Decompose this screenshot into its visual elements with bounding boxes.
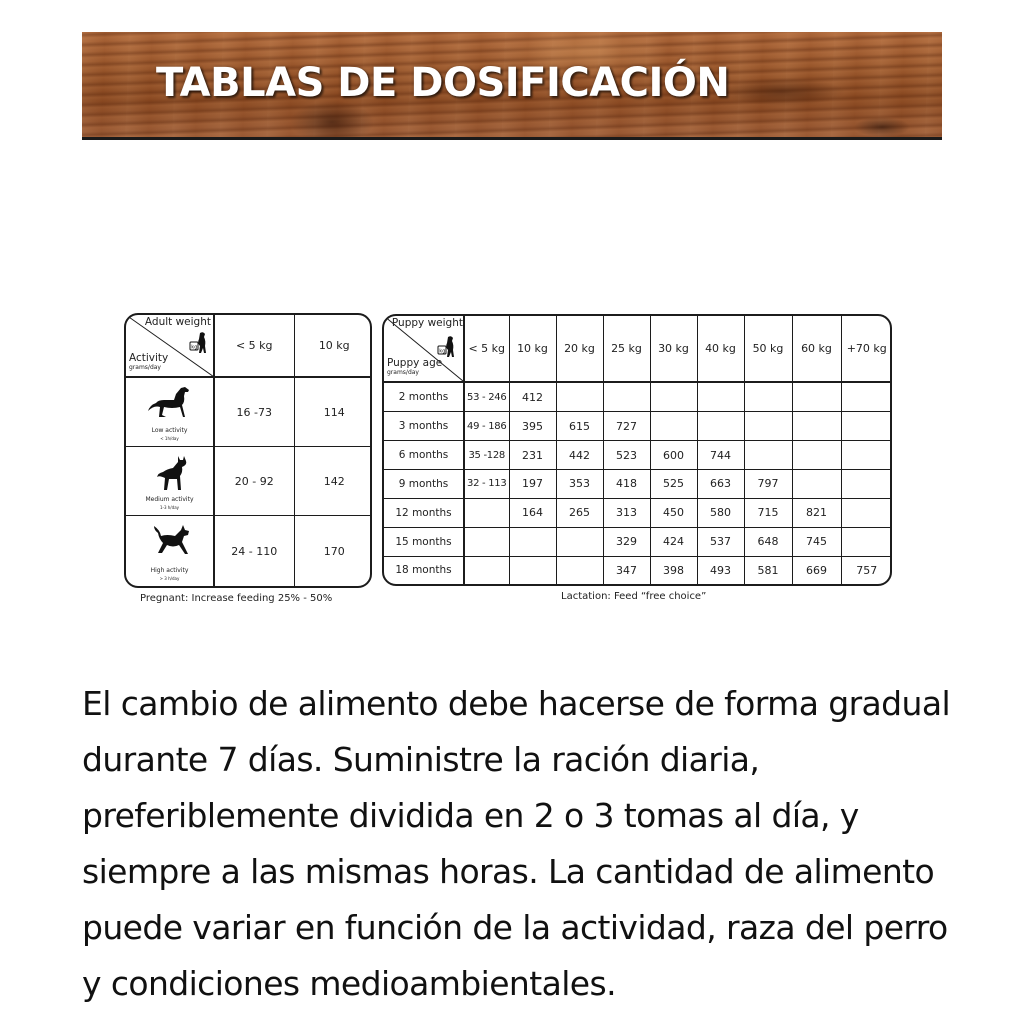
- adult-header-corner: [126, 315, 214, 377]
- adult-cell: 20 - 92: [214, 446, 294, 515]
- puppy-cell: [841, 470, 892, 499]
- puppy-col-header: 50 kg: [744, 316, 792, 382]
- puppy-cell: 424: [650, 527, 697, 556]
- puppy-cell: [509, 556, 556, 584]
- activity-sub-low: < 1h/day: [160, 435, 179, 441]
- puppy-cell: [792, 382, 841, 412]
- great-dane-icon: [143, 386, 197, 420]
- puppy-cell: 442: [556, 441, 603, 470]
- puppy-age-cell: 3 months: [384, 412, 464, 441]
- svg-text:kg: kg: [191, 344, 198, 351]
- puppy-cell: 197: [509, 470, 556, 499]
- puppy-cell: [841, 527, 892, 556]
- puppy-cell: [792, 470, 841, 499]
- puppy-cell: 53 - 246: [464, 382, 509, 412]
- pregnant-note: Pregnant: Increase feeding 25% - 50%: [140, 593, 333, 604]
- puppy-cell: [744, 441, 792, 470]
- activity-cell-medium: [126, 446, 214, 515]
- puppy-dosage-table: [382, 314, 892, 586]
- puppy-cell: 744: [697, 441, 744, 470]
- puppy-cell: [556, 527, 603, 556]
- activity-cell-low: [126, 377, 214, 446]
- puppy-cell: [603, 382, 650, 412]
- puppy-cell: 648: [744, 527, 792, 556]
- puppy-cell: [697, 382, 744, 412]
- activity-sub-high: > 3 h/day: [159, 576, 180, 581]
- activity-sub-medium: 1-3 h/day: [159, 505, 180, 511]
- puppy-cell: 757: [841, 556, 892, 584]
- husky-running-icon: [146, 524, 194, 562]
- puppy-cell: 353: [556, 470, 603, 499]
- puppy-cell: [697, 412, 744, 441]
- puppy-col-header: 20 kg: [556, 316, 603, 382]
- activity-cell-high: [126, 516, 214, 586]
- puppy-age-label: Puppy age grams/day: [387, 357, 443, 376]
- feeding-instructions-paragraph: El cambio de alimento debe hacerse de forma gradual durante 7 días. Suministre la ración diaria, preferiblemente dividida en 2 o 3 tomas al día, y siempre a las mismas horas. La cantidad de alimento puede variar en función de la actividad, raza del perro y condiciones medioambientales.: [82, 684, 951, 1003]
- puppy-cell: 395: [509, 412, 556, 441]
- puppy-col-header: 10 kg: [509, 316, 556, 382]
- puppy-cell: [744, 412, 792, 441]
- puppy-cell: [792, 412, 841, 441]
- puppy-col-header: < 5 kg: [464, 316, 509, 382]
- puppy-cell: 450: [650, 498, 697, 527]
- puppy-cell: 412: [509, 382, 556, 412]
- puppy-cell: 663: [697, 470, 744, 499]
- puppy-col-header: 30 kg: [650, 316, 697, 382]
- puppy-age-cell: 12 months: [384, 498, 464, 527]
- sitting-dog-scale-icon: [189, 330, 209, 357]
- puppy-cell: 821: [792, 498, 841, 527]
- puppy-weight-label: Puppy weight: [391, 317, 463, 329]
- adult-cell: 24 - 110: [214, 516, 294, 586]
- puppy-col-header: 25 kg: [603, 316, 650, 382]
- puppy-cell: 418: [603, 470, 650, 499]
- puppy-cell: 32 - 113: [464, 470, 509, 499]
- puppy-cell: [792, 441, 841, 470]
- adult-cell: 142: [294, 446, 372, 515]
- activity-label-medium: Medium activity: [145, 496, 194, 504]
- puppy-cell: [464, 556, 509, 584]
- puppy-cell: 525: [650, 470, 697, 499]
- puppy-cell: [841, 498, 892, 527]
- puppy-cell: 580: [697, 498, 744, 527]
- puppy-cell: [841, 412, 892, 441]
- puppy-cell: 523: [603, 441, 650, 470]
- puppy-col-header: 40 kg: [697, 316, 744, 382]
- puppy-cell: 745: [792, 527, 841, 556]
- puppy-cell: [650, 382, 697, 412]
- svg-text:kg: kg: [439, 348, 446, 355]
- puppy-cell: 600: [650, 441, 697, 470]
- puppy-cell: 164: [509, 498, 556, 527]
- puppy-age-cell: 9 months: [384, 470, 464, 499]
- adult-dosage-table: [124, 313, 372, 588]
- puppy-cell: [841, 441, 892, 470]
- puppy-cell: 493: [697, 556, 744, 584]
- puppy-cell: 231: [509, 441, 556, 470]
- puppy-cell: 313: [603, 498, 650, 527]
- adult-cell: 114: [294, 377, 372, 446]
- puppy-age-cell: 15 months: [384, 527, 464, 556]
- shepherd-dog-icon: [150, 455, 190, 491]
- puppy-cell: 35 -128: [464, 441, 509, 470]
- puppy-cell: [744, 382, 792, 412]
- puppy-cell: [650, 412, 697, 441]
- puppy-cell: 615: [556, 412, 603, 441]
- puppy-cell: 727: [603, 412, 650, 441]
- puppy-cell: 797: [744, 470, 792, 499]
- adult-weight-label: Adult weight: [144, 316, 211, 328]
- puppy-cell: 49 - 186: [464, 412, 509, 441]
- puppy-cell: [556, 556, 603, 584]
- lactation-note: Lactation: Feed “free choice”: [561, 591, 707, 602]
- puppy-age-cell: 6 months: [384, 441, 464, 470]
- adult-cell: 16 -73: [214, 377, 294, 446]
- activity-label-high: High activity: [150, 567, 189, 574]
- puppy-header-corner: [384, 316, 464, 382]
- puppy-cell: [841, 382, 892, 412]
- activity-label-low: Low activity: [151, 426, 188, 434]
- puppy-age-cell: 2 months: [384, 382, 464, 412]
- puppy-col-header: +70 kg: [841, 316, 892, 382]
- page-title: TABLAS DE DOSIFICACIÓN: [156, 60, 730, 106]
- puppy-cell: 669: [792, 556, 841, 584]
- adult-col-header: 10 kg: [294, 315, 372, 377]
- puppy-cell: [464, 498, 509, 527]
- puppy-cell: [509, 527, 556, 556]
- puppy-cell: 715: [744, 498, 792, 527]
- puppy-cell: 398: [650, 556, 697, 584]
- puppy-cell: 347: [603, 556, 650, 584]
- puppy-cell: [556, 382, 603, 412]
- puppy-col-header: 60 kg: [792, 316, 841, 382]
- activity-label: Activity grams/day: [129, 352, 169, 372]
- puppy-age-cell: 18 months: [384, 556, 464, 584]
- puppy-cell: 265: [556, 498, 603, 527]
- puppy-cell: 581: [744, 556, 792, 584]
- adult-cell: 170: [294, 516, 372, 586]
- header-banner: [82, 32, 942, 140]
- puppy-cell: 329: [603, 527, 650, 556]
- puppy-cell: [464, 527, 509, 556]
- puppy-cell: 537: [697, 527, 744, 556]
- adult-col-header: < 5 kg: [214, 315, 294, 377]
